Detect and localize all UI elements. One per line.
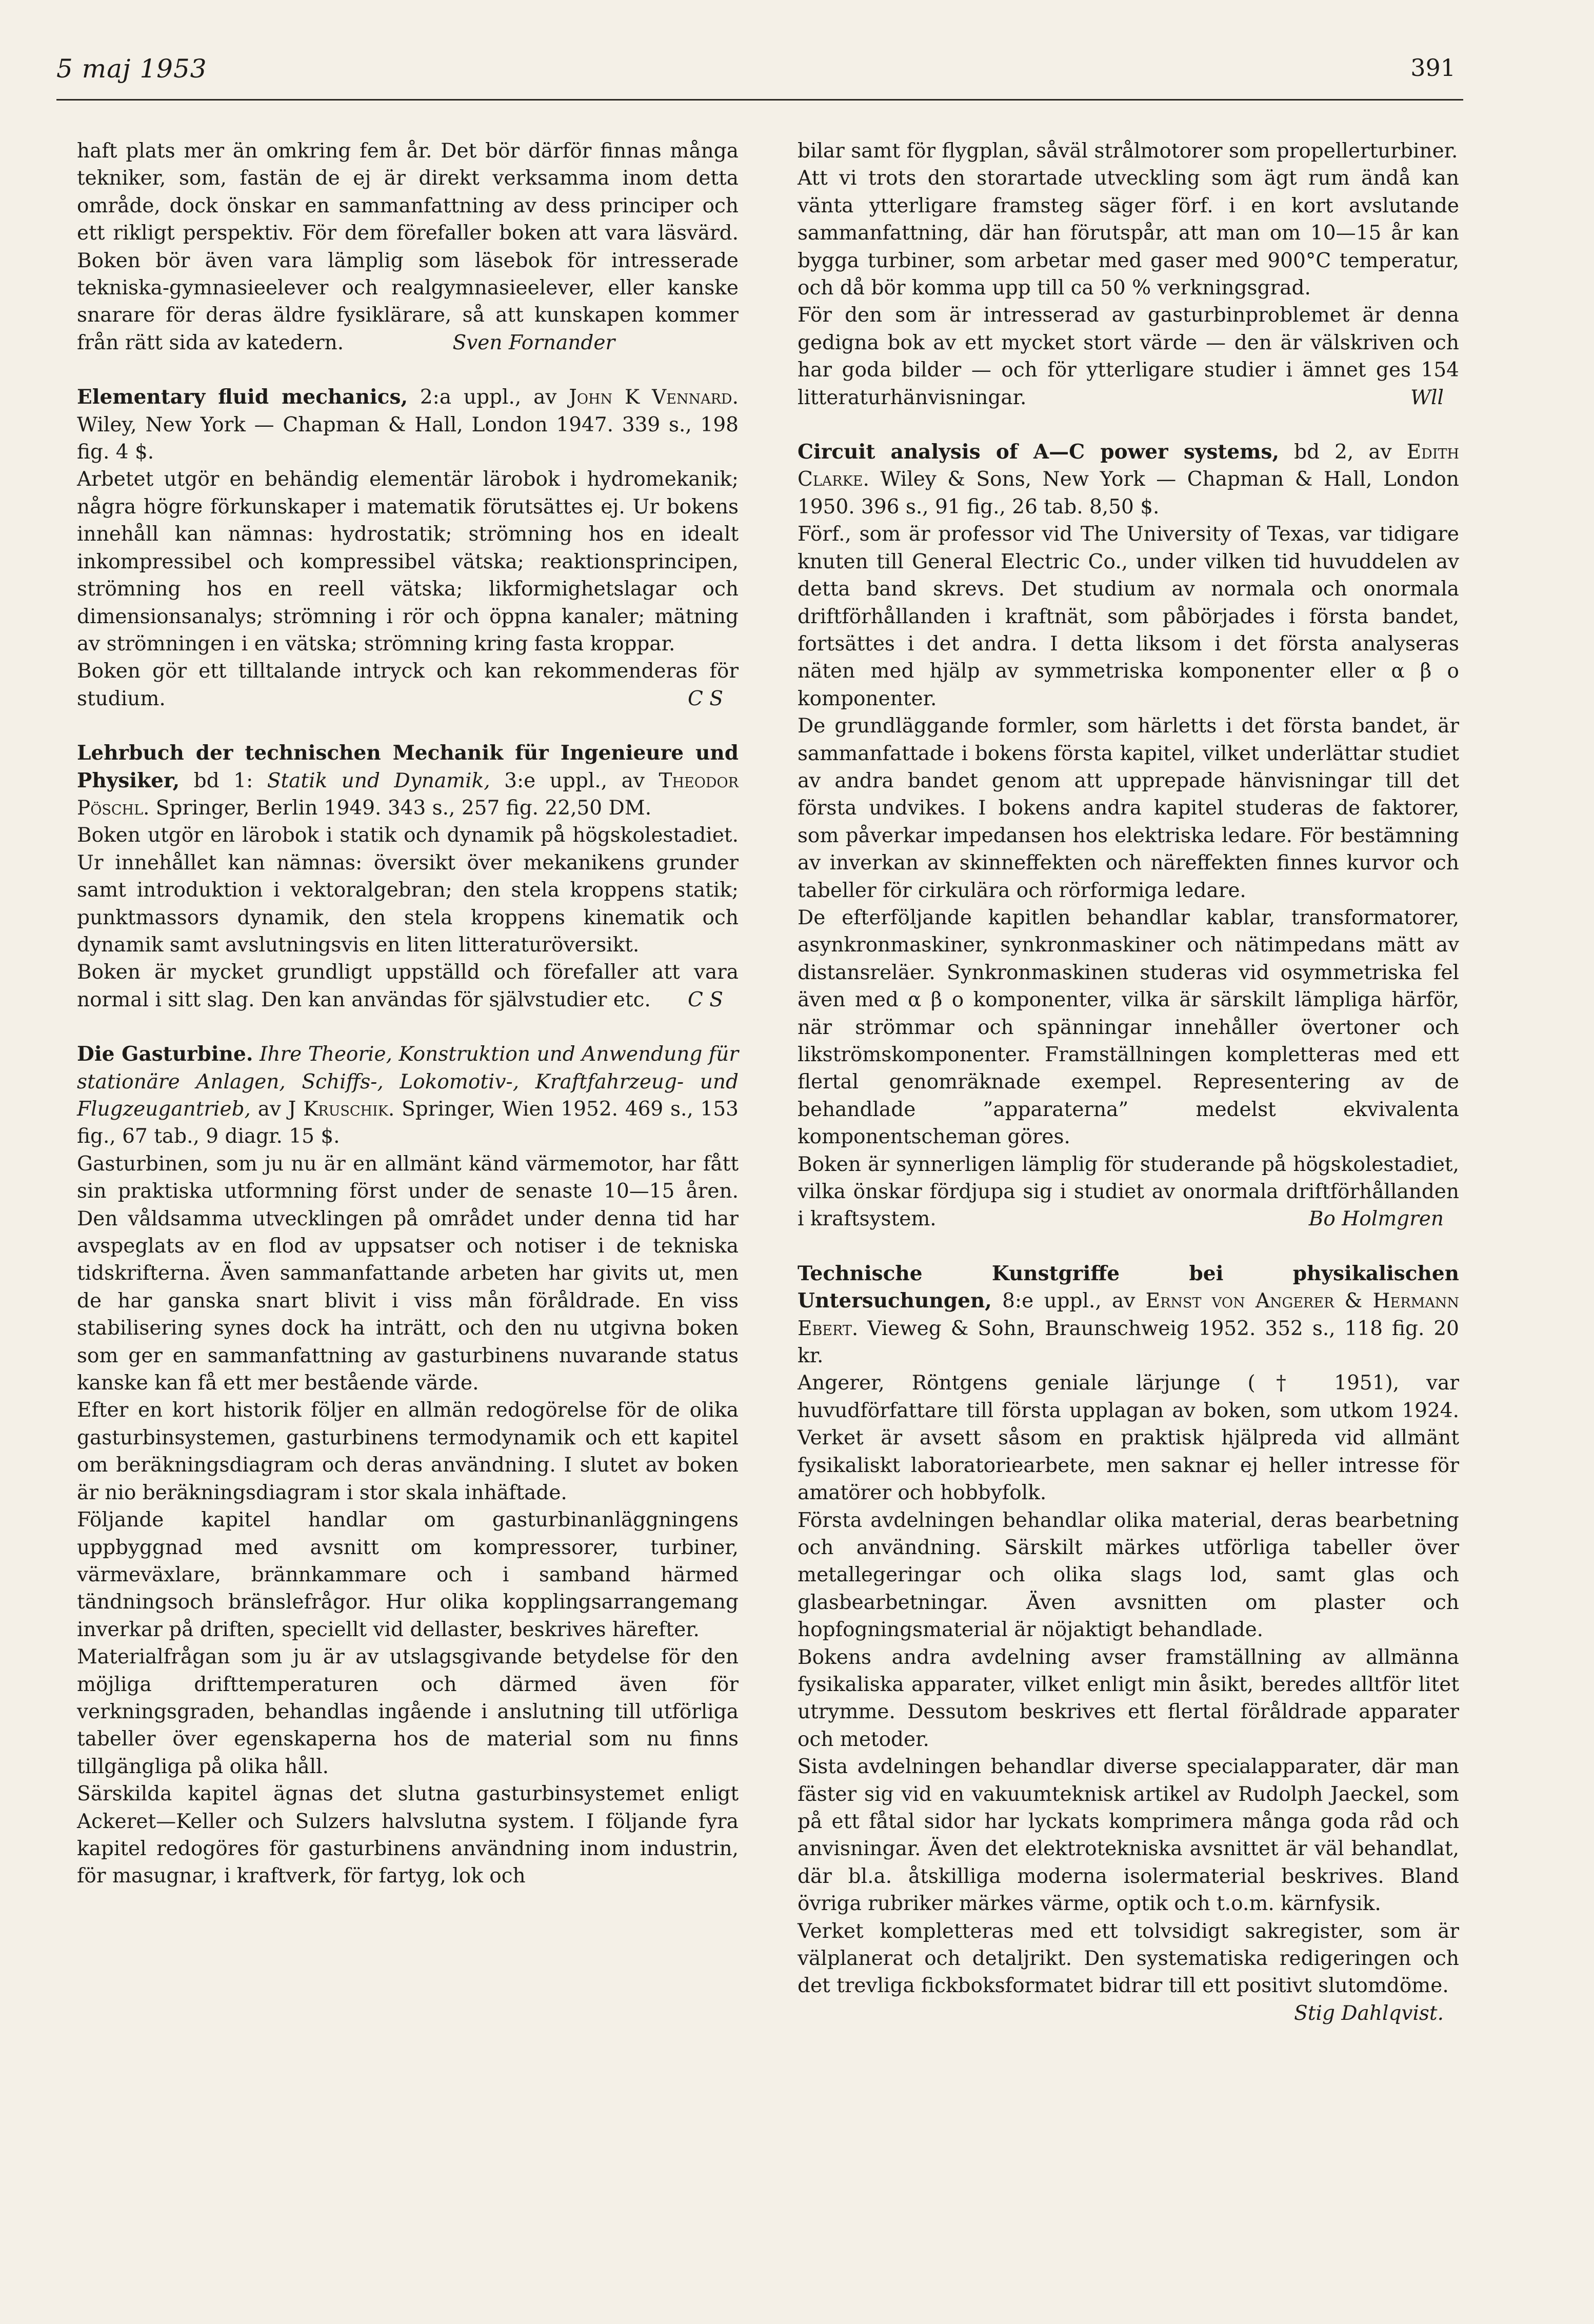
- book-author: Theodor Pöschl: [77, 769, 739, 820]
- review-paragraph: Bokens andra avdelning avser framställning av allmänna fysikaliska apparater, vilket enligt min åsikt, beredes alltför litet utrymme. Dessutom beskrives ett flertal föråldrade apparater och metoder.: [798, 1645, 1459, 1751]
- review-citation: Elementary fluid mechanics, 2:a uppl., av John K Vennard. Wiley, New York — Chapman & Hall, London 1947. 339 s., 198 fig. 4 $.: [77, 385, 739, 464]
- signature: C S: [688, 687, 723, 710]
- review-paragraph: Att vi trots den storartade utveckling som ägt rum ändå kan vänta ytterligare framsteg säger förf. i en kort avslutande sammanfattning, där han förutspår, att man om 10—15 år kan bygga turbiner, som arbetar med gaser med 900°C temperatur, och då bör komma upp till ca 50 % verkningsgrad.: [798, 167, 1459, 300]
- review-paragraph: Följande kapitel handlar om gasturbinanläggningens uppbyggnad med avsnitt om kompressorer, turbiner, värmeväxlare, brännkammare och i samband härmed tändningsoch bränslefrågor. Hur olika kopplingsarrangemang inverkar på driften, speciellt vid dellaster, beskrives härefter.: [77, 1508, 739, 1641]
- review-paragraph: Boken gör ett tilltalande intryck och kan rekommenderas för studium. C S: [77, 658, 739, 712]
- review-paragraph: Boken utgör en lärobok i statik och dynamik på högskolestadiet. Ur innehållet kan nämnas: översikt över mekanikens grunder samt introduktion i vektoralgebran; den stela kroppens statik; punktmassors dynamik, den stela kroppens kinematik och dynamik samt avslutningsvis en liten litteraturöversikt.: [77, 824, 739, 957]
- review-paragraph: Materialfrågan som ju är av utslagsgivande betydelse för den möjliga drifttemperaturen och därmed även för verkningsgraden, behandlas ingående i anslutning till utförliga tabeller över egenskaperna hos de material som nu finns tillgängliga på olika håll.: [77, 1645, 739, 1778]
- book-title: Die Gasturbine.: [77, 1042, 253, 1066]
- signature: Bo Holmgren: [1308, 1207, 1444, 1231]
- book-title: Lehrbuch der technischen Mechanik für Ingenieure und Physiker,: [77, 741, 739, 792]
- review-paragraph: Angerer, Röntgens geniale lärjunge († 1951), var huvudförfattare till första upplagan av boken, som utkom 1924. Verket är avsett såsom en praktisk hjälpreda vid allmänt fysikaliskt laboratoriearbete, men saknar ej heller intresse för amatörer och hobbyfolk.: [798, 1372, 1459, 1505]
- review-paragraph: De efterföljande kapitlen behandlar kablar, transformatorer, asynkronmaskiner, synkronmaskiner och nätimpedans mätt av distansreläer. Synkronmaskinen studeras vid osymmetriska fel även med α β o komponenter, vilka är särskilt lämpliga härför, när strömmar och spänningar innehåller övertoner och likströmskomponenter. Framställningen kompletteras med ett flertal genomräknade exempel. Representering av de behandlade ”apparaterna” medelst ekvivalenta komponentscheman göres.: [798, 906, 1459, 1149]
- intro-text: haft plats mer än omkring fem år. Det bör därför finnas många tekniker, som, fastän de ej är direkt verksamma inom detta område, dock önskar en sammanfattning av dess principer och ett rikligt perspektiv. För dem förefaller boken att vara läsvärd. Boken bör även vara lämplig som läsebok för intresserade tekniska-gymnasieelever och realgymnasieelever, eller kanske snarare för deras äldre fysiklärare, så att kunskapen kommer från rätt sida av katedern. Sven Fornander: [77, 140, 739, 354]
- signature: Stig Dahlqvist.: [1294, 2001, 1444, 2025]
- review-paragraph: Gasturbinen, som ju nu är en allmänt känd värmemotor, har fått sin praktiska utformning först under de senaste 10—15 åren. Den våldsamma utvecklingen på området under denna tid har avspeglats av en flod av uppsatser och notiser i de tekniska tidskrifterna. Även sammanfattande arbeten har givits ut, men de har ganska snart blivit i viss mån föråldrade. En viss stabilisering synes dock ha inträtt, och den nu utgivna boken som ger en sammanfattning av gasturbinens nuvarande status kanske kan få ett mer bestående värde.: [77, 1152, 739, 1395]
- review-paragraph: Efter en kort historik följer en allmän redogörelse för de olika gasturbinsystemen, gasturbinens termodynamik och ett kapitel om beräkningsdiagram och deras användning. I slutet av boken är nio beräkningsdiagram i stor skala inhäftade.: [77, 1399, 739, 1504]
- right-column: [798, 137, 1459, 2027]
- header-rule: [56, 99, 1463, 101]
- review-citation: Technische Kunstgriffe bei physikalischen Untersuchungen, 8:e uppl., av Ernst von Angerer & Hermann Ebert. Vieweg & Sohn, Braunschweig 1952. 352 s., 118 fig. 20 kr.: [798, 1261, 1459, 1368]
- review-paragraph: Förf., som är professor vid The University of Texas, var tidigare knuten till General Electric Co., under vilken tid huvuddelen av detta band skrevs. Det studium av normala och onormala driftförhållanden i kraftnät, som påbörjades i första bandet, fortsättes i det andra. I detta liksom i det första analyseras näten med hjälp av symmetriska komponenter eller α β o komponenter.: [798, 523, 1459, 710]
- book-author: Edith Clarke: [798, 441, 1459, 491]
- signature: Sven Fornander: [452, 331, 615, 354]
- book-subtitle: Statik und Dynamik,: [267, 769, 490, 792]
- review-paragraph: För den som är intresserad av gasturbinproblemet är denna gedigna bok av ett mycket stort värde — den är välskriven och har goda bilder — och för ytterligare studier i ämnet ges 154 litteraturhänvisningar. Wll: [798, 302, 1459, 411]
- review-paragraph: Arbetet utgör en behändig elementär lärobok i hydromekanik; några högre förkunskaper i matematik förutsättes ej. Ur bokens innehåll kan nämnas: hydrostatik; strömning hos en idealt inkompressibel och kompressibel vätska; reaktionsprincipen, strömning hos en reell vätska; likformighetslagar och dimensionsanalys; strömning i rör och öppna kanaler; mätning av strömningen i en vätska; strömning kring fasta kroppar.: [77, 468, 739, 656]
- review-paragraph: bilar samt för flygplan, såväl strålmotorer som propellerturbiner.: [798, 140, 1458, 163]
- review-paragraph: Boken är mycket grundligt uppställd och förefaller att vara normal i sitt slag. Den kan användas för självstudier etc. C S: [77, 959, 739, 1014]
- review-paragraph: Sista avdelningen behandlar diverse specialapparater, där man fäster sig vid en vakuumteknisk artikel av Rudolph Jaeckel, som på ett fåtal sidor har lyckats komprimera många goda råd och anvisningar. Även det elektrotekniska avsnittet är väl behandlat, där bl.a. åtskilliga moderna isolermaterial beskrives. Bland övriga rubriker märkes värme, optik och t.o.m. kärnfysik.: [798, 1755, 1459, 1916]
- review-citation: Die Gasturbine. Ihre Theorie, Konstruktion und Anwendung für stationäre Anlagen, Schiffs-, Lokomotiv-, Kraftfahrzeug- und Flugzeugantrieb, av J Kruschik. Springer, Wien 1952. 469 s., 153 fig., 67 tab., 9 diagr. 15 $.: [77, 1042, 739, 1148]
- review-paragraph: Första avdelningen behandlar olika material, deras bearbetning och användning. Särskilt märkes utförliga tabeller över metallegeringar och olika slags lod, samt glas och glasbearbetningar. Även avsnitten om plaster och hopfogningsmaterial är nöjaktigt behandlade.: [798, 1508, 1459, 1642]
- review-paragraph: Verket kompletteras med ett tolvsidigt sakregister, som är välplanerat och detaljrikt. Den systematiska redigeringen och det trevliga fickboksformatet bidrar till ett positivt slutomdöme. Stig Dahlqvist.: [798, 1918, 1459, 2000]
- book-title: Elementary fluid mechanics,: [77, 385, 408, 409]
- book-author: Ernst von Angerer: [1145, 1289, 1334, 1313]
- review-citation: Lehrbuch der technischen Mechanik für Ingenieure und Physiker, bd 1: Statik und Dynamik, 3:e uppl., av Theodor Pöschl. Springer, Berlin 1949. 343 s., 257 fig. 22,50 DM.: [77, 741, 739, 820]
- page-number: 391: [1410, 54, 1456, 82]
- review-paragraph: De grundläggande formler, som härletts i det första bandet, är sammanfattade i bokens första kapitel, vilket underlättar studiet av andra bandet genom att upprepade hänvisningar till det första undvikes. I bokens andra kapitel studeras de faktorer, som påverkar impedansen hos elektriska ledare. För bestämning av inverkan av skinneffekten och näreffekten finnes kurvor och tabeller för cirkulära och rörformiga ledare.: [798, 714, 1459, 902]
- signature: Wll: [1410, 386, 1444, 409]
- review-paragraph: Särskilda kapitel ägnas det slutna gasturbinsystemet enligt Ackeret—Keller och Sulzers halvslutna system. I följande fyra kapitel redogöres för gasturbinens användning inom industrin, för masugnar, i kraftverk, för fartyg, lok och: [77, 1782, 739, 1888]
- left-column: [77, 137, 739, 1890]
- book-title: Circuit analysis of A—C power systems,: [798, 440, 1280, 464]
- review-paragraph: Boken är synnerligen lämplig för studerande på högskolestadiet, vilka önskar fördjupa sig i studiet av onormala driftförhållanden i kraftsystem. Bo Holmgren: [798, 1151, 1459, 1233]
- issue-date: 5 maj 1953: [56, 54, 207, 84]
- book-title: Technische Kunstgriffe bei physikalischen Untersuchungen,: [798, 1261, 1459, 1313]
- book-author: Kruschik: [303, 1098, 388, 1121]
- book-author: John K Vennard: [569, 386, 732, 409]
- book-author: Hermann Ebert: [798, 1289, 1459, 1340]
- book-subtitle: Ihre Theorie, Konstruktion und Anwendung für stationäre Anlagen, Schiffs-, Lokomotiv-, Kraftfahrzeug- und Flugzeugantrieb,: [77, 1043, 739, 1121]
- signature: C S: [688, 988, 723, 1011]
- review-citation: Circuit analysis of A—C power systems, bd 2, av Edith Clarke. Wiley & Sons, New York — Chapman & Hall, London 1950. 396 s., 91 fig., 26 tab. 8,50 $.: [798, 440, 1459, 519]
